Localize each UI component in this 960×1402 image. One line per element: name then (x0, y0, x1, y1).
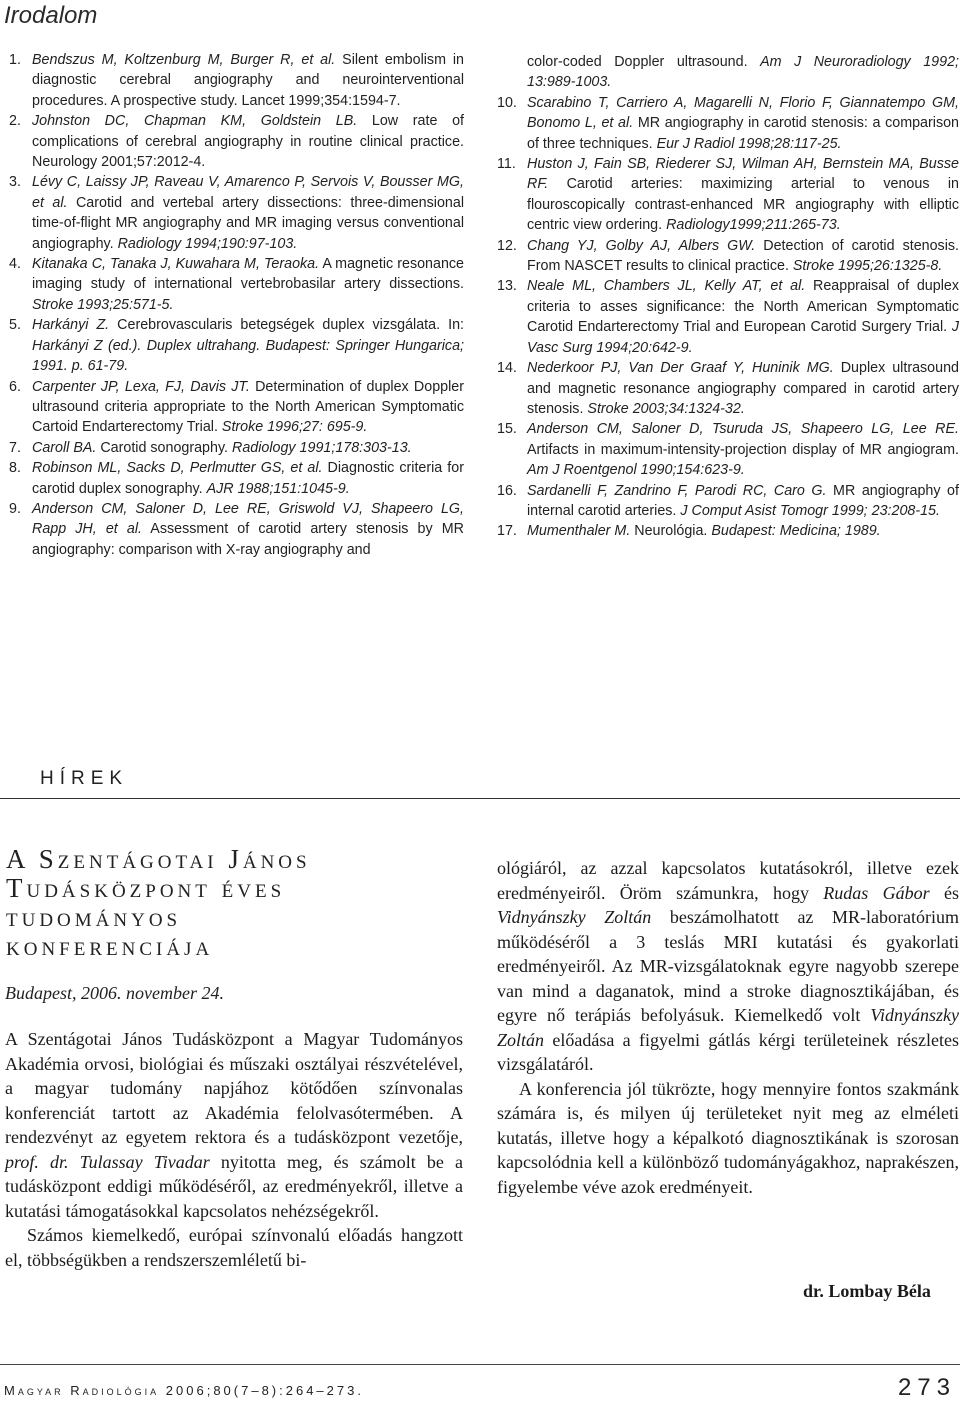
author-signature: dr. Lombay Béla (803, 1281, 931, 1301)
article-paragraph: Számos kiemelkedő, európai színvonalú előadás hangzott el, többségükben a rendszerszemléletű bi- (5, 1225, 463, 1270)
article-date: Budapest, 2006. november 24. (5, 983, 224, 1003)
reference-item: 2. Johnston DC, Chapman KM, Goldstein LB. Low rate of complications of cerebral angiography in routine clinical practice. Neurology 2001;57:2012-4. (9, 113, 465, 171)
article-left-column (5, 1027, 463, 1272)
news-divider (0, 798, 960, 799)
reference-item: 1. Bendszus M, Koltzenburg M, Burger R, et al. Silent embolism in diagnostic cerebral angiography and neurointerventional procedures. A prospective study. Lancet 1999;354:1594-7. (9, 52, 464, 109)
reference-item: 17. Mumenthaler M. Neurológia. Budapest: Medicina; 1989. (497, 523, 881, 540)
reference-item: 16. Sardanelli F, Zandrino F, Parodi RC, Caro G. MR angiography of internal carotid arteries. J Comput Asist Tomogr 1999; 23:208-15. (497, 482, 959, 519)
references-heading: Irodalom (4, 2, 98, 29)
reference-item: 7. Caroll BA. Carotid sonography. Radiology 1991;178:303-13. (9, 439, 412, 456)
reference-item: 9. Anderson CM, Saloner D, Lee RE, Griswold VJ, Shapeero LG, Rapp JH, et al. Assessment of carotid artery stenosis by MR angiography: comparison with X-ray angiography and (9, 500, 464, 558)
article-paragraph: A konferencia jól tükrözte, hogy mennyire fontos szakmánk számára is, és milyen új területeket nyit meg az elméleti kutatás, illetve hogy a képalkotó diagnosztikának is szorosan kapcsolódnia kell a különböző tudományágakhoz, naprakészen, figyelembe véve azok eredményeit. (497, 1078, 959, 1197)
reference-item: 8. Robinson ML, Sacks D, Perlmutter GS, et al. Diagnostic criteria for carotid duplex sonography. AJR 1988;151:1045-9. (9, 460, 464, 497)
article-right-column (497, 856, 959, 1199)
reference-item: 14. Nederkoor PJ, Van Der Graaf Y, Huninik MG. Duplex ultrasound and magnetic resonance angiography compared in carotid artery stenosis. Stroke 2003;34:1324-32. (497, 360, 959, 417)
journal-citation: Magyar Radiológia 2006;80(7–8):264–273. (4, 1383, 364, 1398)
article-paragraph: A Szentágotai János Tudásközpont a Magyar Tudományos Akadémia orvosi, biológiai és műszaki osztályai részvételével, a magyar tudomány napjához kötődően színvonalas konferenciát tartott az Akadémia felolvasótermében. A rendezvényt az egyetem rektora és a tudásközpont vezetője, prof. dr. Tulassay Tivadar nyitotta meg, és számolt be a tudásközpont eddigi működéséről, az eredményekről, illetve a kutatási támogatásokkal kapcsolatos nehézségekről. (5, 1029, 463, 1221)
reference-item: 5. Harkányi Z. Cerebrovascularis betegségek duplex vizsgálata. In: Harkányi Z (ed.). Duplex ultrahang. Budapest: Springer Hungarica; 1991. p. 61-79. (9, 317, 465, 375)
reference-item: 11. Huston J, Fain SB, Riederer SJ, Wilman AH, Bernstein MA, Busse RF. Carotid arteries: maximizing arterial to venous in flouroscopically contrast-enhanced MR angiography with elliptic centric view ordering. Radiology1999;211:265-73. (497, 156, 959, 234)
page-number: 273 (897, 1374, 956, 1401)
references-right-column (497, 52, 959, 542)
reference-item: 3. Lévy C, Laissy JP, Raveau V, Amarenco P, Servois V, Bousser MG, et al. Carotid and vertebal artery dissections: three-dimensional time-of-flight MR angiography and MR imaging versus conventional angiography. Radiology 1994;190:97-103. (9, 174, 464, 252)
reference-item: 6. Carpenter JP, Lexa, FJ, Davis JT. Determination of duplex Doppler ultrasound criteria appropriate to the North American Symptomatic Cartoid Endarterectomy Trial. Stroke 1996;27: 695-9. (9, 378, 464, 436)
footer-divider (0, 1364, 960, 1365)
article-paragraph: ológiáról, az azzal kapcsolatos kutatásokról, illetve ezek eredményeiről. Öröm számunkra, hogy Rudas Gábor és Vidnyánszky Zoltán beszámolhatott az MR-laboratórium működéséről a 3 teslás MRI kutatási és gyakorlati eredményeiről. Az MR-vizsgálatoknak egyre nagyobb szerepe van mind a daganatok, mind a stroke diagnosztikájában, és egyre nő terápiás befolyásuk. Kiemelkedő volt Vidnyánszky Zoltán előadása a figyelmi gátlás kérgi területeinek részletes vizsgálatáról. (497, 858, 960, 1074)
reference-continuation: color-coded Doppler ultrasound. Am J Neuroradiology 1992; 13:989-1003. (527, 54, 959, 91)
reference-item: 4. Kitanaka C, Tanaka J, Kuwahara M, Teraoka. A magnetic resonance imaging study of international vertebrobasilar artery dissections. Stroke 1993;25:571-5. (9, 256, 464, 313)
news-section-title: HÍREK (40, 768, 129, 789)
reference-item: 12. Chang YJ, Golby AJ, Albers GW. Detection of carotid stenosis. From NASCET results to clinical practice. Stroke 1995;26:1325-8. (497, 237, 959, 275)
reference-item: 10. Scarabino T, Carriero A, Magarelli N, Florio F, Giannatempo GM, Bonomo L, et al. MR angiography in carotid stenosis: a comparison of three techniques. Eur J Radiol 1998;28:117-25. (497, 94, 959, 152)
references-left-column (9, 50, 464, 560)
reference-item: 13. Neale ML, Chambers JL, Kelly AT, et al. Reappraisal of duplex criteria to asses significance: the North American Symptomatic Carotid Endarterectomy Trial and European Carotid Surgery Trial. J Vasc Surg 1994;20:642-9. (497, 278, 959, 356)
reference-item: 15. Anderson CM, Saloner D, Tsuruda JS, Shapeero LG, Lee RE. Artifacts in maximum-intensity-projection display of MR angiogram. Am J Roentgenol 1990;154:623-9. (497, 421, 959, 479)
article-title: A Szentágotai János Tudásközpont éves tudományos konferenciája (6, 844, 311, 961)
